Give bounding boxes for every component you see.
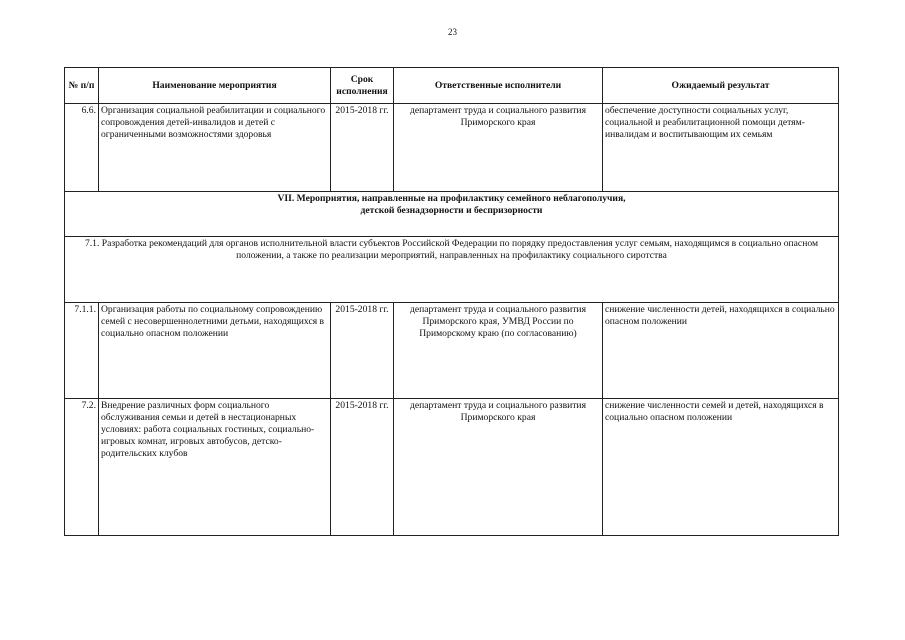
row-6-6-executors: департамент труда и социального развития Приморского края	[394, 104, 603, 192]
row-7-1-1-result: снижение численности детей, находящихся в социально опасном положении	[603, 303, 839, 399]
header-term: Срок исполнения	[331, 68, 394, 104]
table-row	[65, 104, 839, 192]
row-7-1-1-executors: департамент труда и социального развития Приморского края, УМВД России по Приморскому краю (по согласованию)	[394, 303, 603, 399]
page-number: 23	[448, 27, 457, 37]
row-7-1-1-term: 2015-2018 гг.	[331, 303, 394, 399]
section-7-line2: детской безнадзорности и беспризорности	[360, 204, 543, 216]
row-7-2-result: снижение численности семей и детей, находящихся в социально опасном положении	[603, 399, 839, 536]
header-executors: Ответственные исполнители	[394, 68, 603, 104]
row-6-6-name: Организация социальной реабилитации и социального сопровождения детей-инвалидов и детей с ограниченными возможностями здоровья	[99, 104, 331, 192]
row-7-1-1-name: Организация работы по социальному сопровождению семей с несовершеннолетними детьми, находящихся в социально опасном положении	[99, 303, 331, 399]
table-row	[65, 303, 839, 399]
header-result: Ожидаемый результат	[603, 68, 839, 104]
measures-table	[64, 67, 839, 536]
table-row	[65, 399, 839, 536]
row-6-6-num: 6.6.	[65, 104, 99, 192]
row-7-2-term: 2015-2018 гг.	[331, 399, 394, 536]
row-7-2-executors: департамент труда и социального развития Приморского края	[394, 399, 603, 536]
row-6-6-term: 2015-2018 гг.	[331, 104, 394, 192]
header-num: № п/п	[65, 68, 99, 104]
section-7-title	[65, 192, 839, 237]
row-6-6-result: обеспечение доступности социальных услуг, социальной и реабилитационной помощи детям-инвалидам и воспитывающим их семьям	[603, 104, 839, 192]
subsection-7-1: 7.1. Разработка рекомендаций для органов исполнительной власти субъектов Российской Федерации по порядку предоставления услуг семьям, находящимся в социально опасном положении, а также по реализации мероприятий, направленных на профилактику социального сиротства	[65, 237, 839, 303]
section-7-line1: VII. Мероприятия, направленные на профилактику семейного неблагополучия,	[277, 193, 626, 204]
table-header-row	[65, 68, 839, 104]
section-row	[65, 192, 839, 237]
row-7-2-num: 7.2.	[65, 399, 99, 536]
header-name: Наименование мероприятия	[99, 68, 331, 104]
row-7-2-name: Внедрение различных форм социального обслуживания семьи и детей в нестационарных условиях: работа социальных гостиных, социально-игровых комнат, игровых автобусов, детско-родительских клубов	[99, 399, 331, 536]
row-7-1-1-num: 7.1.1.	[65, 303, 99, 399]
subsection-row	[65, 237, 839, 303]
